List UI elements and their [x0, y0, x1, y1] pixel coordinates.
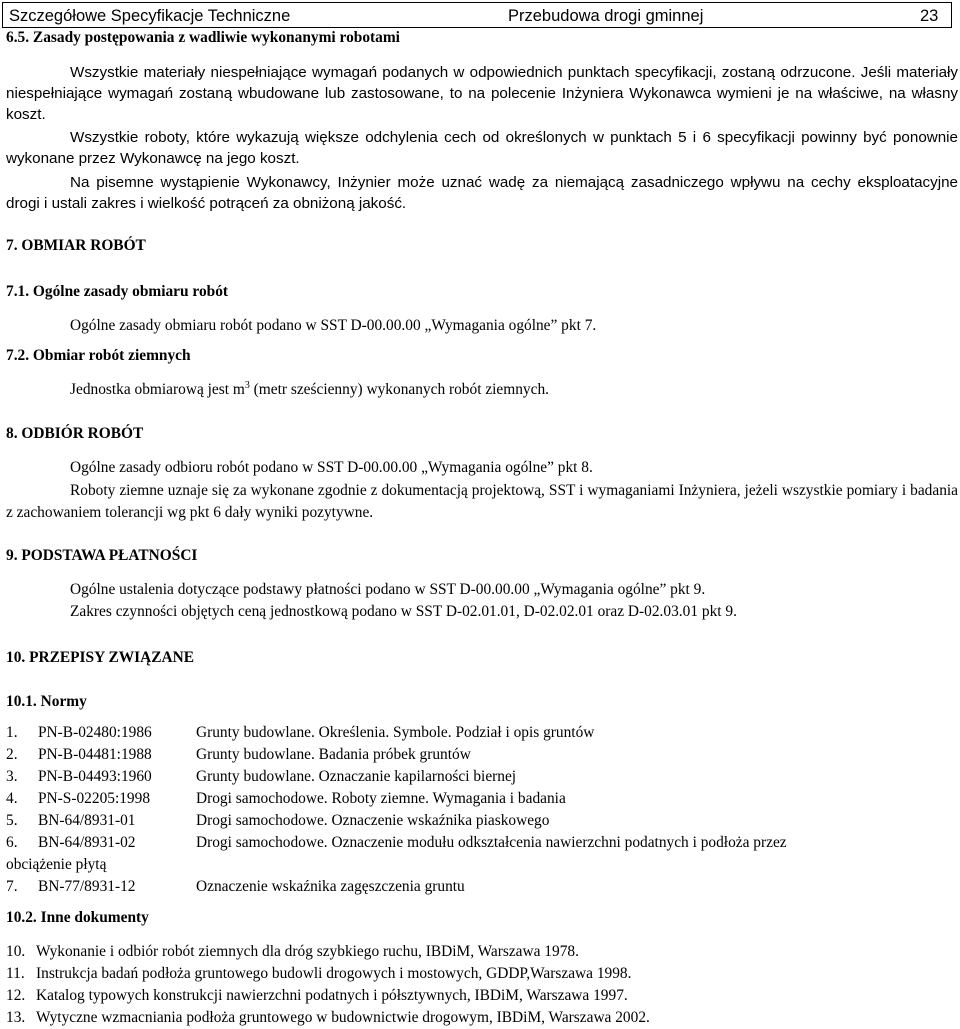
section-6-5-paragraph-1: Wszystkie materiały niespełniające wymagań podanych w odpowiednich punktach specyfikacji, zostaną odrzucone. Jeśli materiały niespełniające wymagań zostaną wbudowane lub zastosowane, to na polecenie Inżyniera Wykonawca wymieni je na właściwe, na własny koszt.: [6, 64, 958, 123]
documents-list: [6, 941, 958, 1029]
norm-code: PN-B-04481:1988: [38, 746, 152, 763]
norm-description: Drogi samochodowe. Roboty ziemne. Wymagania i badania: [196, 790, 566, 807]
norm-description: Drogi samochodowe. Oznaczenie wskaźnika piaskowego: [196, 812, 550, 829]
section-8-paragraph-1: Ogólne zasady odbioru robót podano w SST D-00.00.00 „Wymagania ogólne” pkt 8.: [70, 459, 593, 476]
section-7-2-title: 7.2. Obmiar robót ziemnych: [6, 347, 191, 364]
list-item: [6, 832, 958, 854]
document-number: 10.: [6, 943, 26, 960]
header-document-title: Szczegółowe Specyfikacje Techniczne: [9, 7, 291, 25]
norm-description-continuation: obciążenie płytą: [6, 856, 107, 873]
norm-number: 6.: [6, 834, 18, 851]
norm-number: 7.: [6, 878, 18, 895]
section-8-title: 8. ODBIÓR ROBÓT: [6, 425, 144, 442]
section-8-paragraph-2: Roboty ziemne uznaje się za wykonane zgodnie z dokumentacją projektową, SST i wymaganiami Inżyniera, jeżeli wszystkie pomiary i badania z zachowaniem tolerancji wg pkt 6 dały wyniki pozytywne.: [6, 482, 958, 521]
section-7-1-title: 7.1. Ogólne zasady obmiaru robót: [6, 283, 229, 300]
norm-description: Grunty budowlane. Badania próbek gruntów: [196, 746, 471, 763]
list-item: [6, 876, 958, 898]
norm-code: PN-B-02480:1986: [38, 724, 152, 741]
section-6-5-title: 6.5. Zasady postępowania z wadliwie wykonanymi robotami: [6, 29, 400, 46]
section-9-title: 9. PODSTAWA PŁATNOŚCI: [6, 547, 198, 564]
list-item: [6, 963, 958, 985]
list-item: [6, 941, 958, 963]
norm-description: Grunty budowlane. Oznaczanie kapilarności biernej: [196, 768, 517, 785]
section-10-2-title: 10.2. Inne dokumenty: [6, 909, 149, 926]
document-number: 12.: [6, 987, 26, 1004]
section-9-paragraph-2: Zakres czynności objętych ceną jednostkową podano w SST D-02.01.01, D-02.02.01 oraz D-02.03.01 pkt 9.: [70, 603, 737, 620]
section-6-5-paragraph-3: Na pisemne wystąpienie Wykonawcy, Inżynier może uznać wadę za niemającą zasadniczego wpływu na cechy eksploatacyjne drogi i ustali zakres i wielkość potrąceń za obniżoną jakość.: [6, 174, 958, 212]
section-10-1-title: 10.1. Normy: [6, 693, 87, 710]
section-6-5-paragraph-2: Wszystkie roboty, które wykazują większe odchylenia cech od określonych w punktach 5 i 6 specyfikacji powinny być ponownie wykonane przez Wykonawcę na jego koszt.: [6, 129, 958, 167]
norm-code: BN-64/8931-02: [38, 834, 136, 851]
norms-list: [6, 722, 958, 898]
norm-number: 3.: [6, 768, 18, 785]
section-10-title: 10. PRZEPISY ZWIĄZANE: [6, 649, 194, 666]
list-item: [6, 1007, 958, 1029]
norm-description: Grunty budowlane. Określenia. Symbole. Podział i opis gruntów: [196, 724, 595, 741]
page-header: [2, 2, 952, 28]
section-7-2-unit-exponent: 3: [244, 379, 250, 391]
section-7-2-text-a: Jednostka obmiarową jest m: [70, 381, 245, 398]
norm-code: BN-77/8931-12: [38, 878, 136, 895]
norm-number: 2.: [6, 746, 18, 763]
list-item: [6, 985, 958, 1007]
section-7-title: 7. OBMIAR ROBÓT: [6, 237, 146, 254]
list-item: [6, 788, 958, 810]
document-number: 13.: [6, 1009, 26, 1026]
norm-description: Drogi samochodowe. Oznaczenie modułu odkształcenia nawierzchni podatnych i podłoża przez: [196, 834, 787, 851]
list-item: [6, 722, 958, 744]
norm-number: 5.: [6, 812, 18, 829]
norm-code: PN-S-02205:1998: [38, 790, 151, 807]
section-7-2-text-b: (metr sześcienny) wykonanych robót ziemnych.: [249, 381, 549, 398]
list-item: [6, 766, 958, 788]
header-page-number: 23: [920, 7, 939, 25]
section-7-1-text: Ogólne zasady obmiaru robót podano w SST D-00.00.00 „Wymagania ogólne” pkt 7.: [70, 317, 597, 334]
document-title: Instrukcja badań podłoża gruntowego budowli drogowych i mostowych, GDDP,Warszawa 1998.: [36, 965, 632, 982]
norm-number: 4.: [6, 790, 18, 807]
document-title: Wykonanie i odbiór robót ziemnych dla dróg szybkiego ruchu, IBDiM, Warszawa 1978.: [36, 943, 579, 960]
section-7-2-text: [70, 380, 960, 400]
list-item: [6, 810, 958, 832]
norm-code: BN-64/8931-01: [38, 812, 136, 829]
list-item: [6, 744, 958, 766]
norm-number: 1.: [6, 724, 18, 741]
norm-code: PN-B-04493:1960: [38, 768, 152, 785]
section-9-paragraph-1: Ogólne ustalenia dotyczące podstawy płatności podano w SST D-00.00.00 „Wymagania ogólne” pkt 9.: [70, 581, 706, 598]
document-title: Wytyczne wzmacniania podłoża gruntowego w budownictwie drogowym, IBDiM, Warszawa 2002.: [36, 1009, 650, 1026]
document-title: Katalog typowych konstrukcji nawierzchni podatnych i półsztywnych, IBDiM, Warszawa 1997.: [36, 987, 628, 1004]
document-number: 11.: [6, 965, 25, 982]
norm-description: Oznaczenie wskaźnika zagęszczenia gruntu: [196, 878, 465, 895]
header-project-name: Przebudowa drogi gminnej: [508, 7, 704, 25]
